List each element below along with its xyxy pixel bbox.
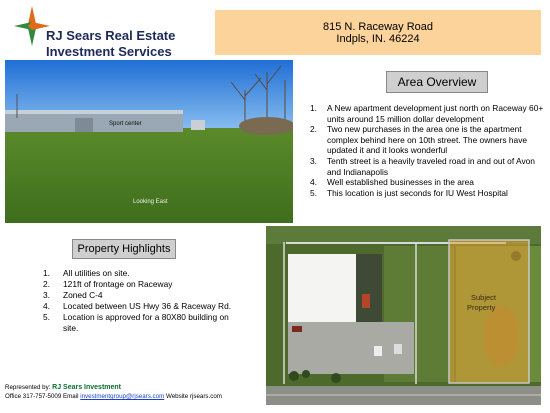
email-link[interactable]: investmentgroup@rjsears.com xyxy=(80,393,165,400)
address-street: 815 N. Raceway Road xyxy=(322,21,434,33)
photo-label-building: Sport center xyxy=(109,121,142,127)
representative-name: RJ Sears Investment xyxy=(52,384,122,391)
photo-label-direction: Looking East xyxy=(133,199,168,205)
item-text: Zoned C-4 xyxy=(63,290,103,300)
list-item xyxy=(43,279,243,290)
item-text: Well established businesses in the area xyxy=(327,177,474,188)
item-number: 1. xyxy=(43,268,50,278)
item-number: 2. xyxy=(43,279,50,289)
list-item xyxy=(43,290,243,301)
property-highlights-heading: Property Highlights xyxy=(72,239,176,259)
website-label: Website xyxy=(165,393,189,400)
address-box xyxy=(215,10,541,55)
represented-by-label: Represented by: xyxy=(5,384,51,391)
item-text: All utilities on site. xyxy=(63,268,130,278)
logo-name-line1: RJ Sears Real Estate xyxy=(46,28,176,43)
footer-line1 xyxy=(5,383,275,392)
list-item xyxy=(310,188,546,199)
site-photo-image xyxy=(5,60,293,223)
item-text: Tenth street is a heavily traveled road in and out of Avon and Indianapolis xyxy=(327,155,535,177)
item-text: 121ft of frontage on Raceway xyxy=(63,279,173,289)
list-item xyxy=(43,312,243,334)
item-number: 2. xyxy=(310,124,317,135)
company-logo xyxy=(14,6,184,59)
item-number: 4. xyxy=(310,177,317,188)
footer-contact xyxy=(5,383,275,401)
address-city: Indpls, IN. 46224 xyxy=(336,33,420,45)
item-text: Two new purchases in the area one is the apartment complex behind here on 10th street. The owners have updated it and it looks wonderful xyxy=(327,124,528,156)
item-number: 4. xyxy=(43,301,50,311)
area-overview-list xyxy=(310,103,546,198)
subject-label-line1: Subject xyxy=(471,293,497,302)
list-item xyxy=(310,124,546,156)
item-text: A New apartment development just north on Raceway 60+ units around 15 million dollar development xyxy=(327,103,544,124)
item-text: Located between US Hwy 36 & Raceway Rd. xyxy=(63,301,232,311)
item-number: 5. xyxy=(310,187,317,198)
area-overview-heading: Area Overview xyxy=(386,71,488,93)
office-phone: Office 317-757-5009 Email xyxy=(5,393,79,400)
logo-name-line2: Investment Services xyxy=(46,44,172,59)
aerial-map-image xyxy=(266,226,541,405)
item-text: This location is just seconds for IU West Hospital xyxy=(327,187,508,198)
item-number: 3. xyxy=(43,290,50,300)
item-number: 1. xyxy=(310,103,317,113)
property-highlights-list xyxy=(43,268,243,334)
list-item xyxy=(43,301,243,312)
list-item xyxy=(310,177,546,188)
footer-line2 xyxy=(5,392,275,401)
website-link[interactable]: rjsears.com xyxy=(189,393,222,400)
item-text: Location is approved for a 80X80 building on site. xyxy=(63,312,229,333)
subject-label-line2: Property xyxy=(467,303,496,312)
item-number: 5. xyxy=(43,312,50,322)
list-item xyxy=(310,156,546,177)
aerial-map xyxy=(266,226,541,405)
item-number: 3. xyxy=(310,155,317,166)
list-item xyxy=(310,103,546,124)
list-item xyxy=(43,268,243,279)
site-photo xyxy=(5,60,293,223)
